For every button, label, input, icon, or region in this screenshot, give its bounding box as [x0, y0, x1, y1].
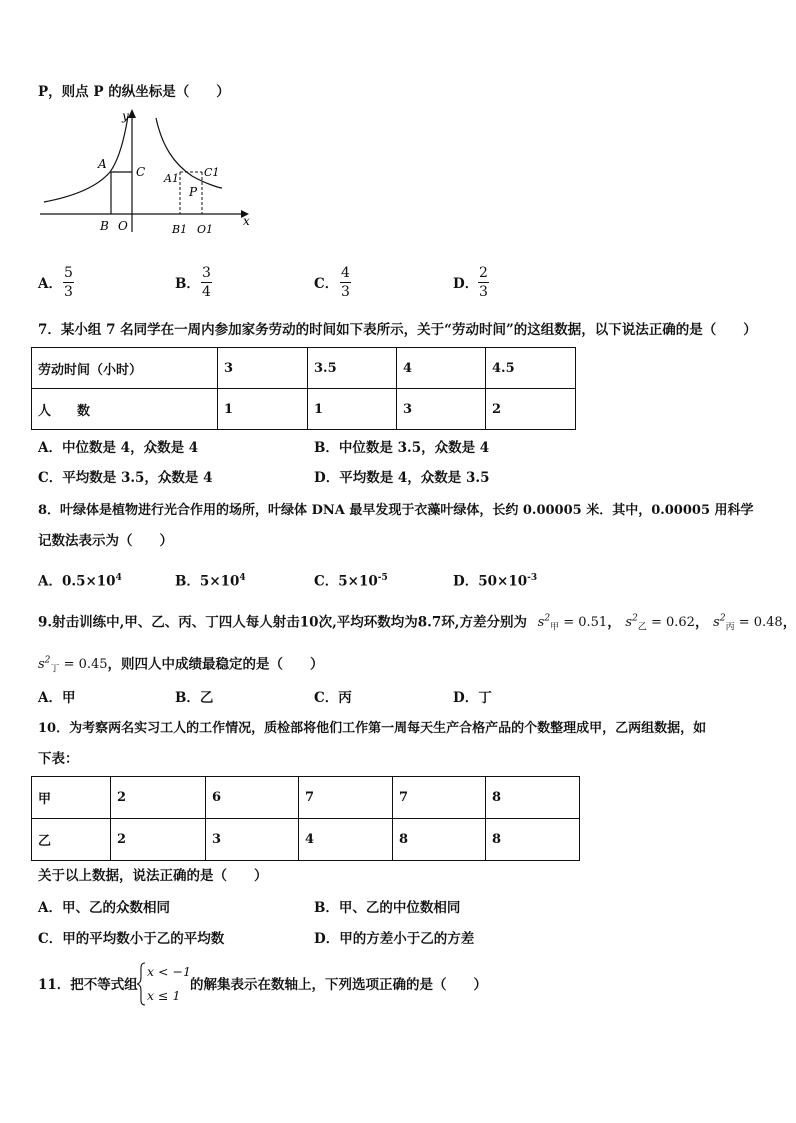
label-O: O — [118, 219, 128, 233]
table-cell: 劳动时间（小时） — [32, 348, 218, 389]
table-cell: 2 — [111, 819, 206, 861]
table-cell: 3 — [397, 389, 486, 430]
option-letter: C． — [314, 276, 339, 292]
q8-option-c[interactable] — [314, 569, 388, 591]
q10-stem-line2: 下表： — [38, 751, 79, 767]
variance-ding: $s^2_丁 = 0.45$ — [38, 656, 108, 675]
q9-option-b[interactable]: B．乙 — [175, 690, 214, 706]
q8-stem-line2: 记数法表示为（ ） — [38, 533, 173, 549]
option-base: 50×10 — [478, 573, 528, 590]
q10-option-d[interactable]: D．甲的方差小于乙的方差 — [314, 931, 475, 947]
variance-jia: $s^2_甲 = 0.51$ — [537, 614, 608, 633]
table-cell: 3.5 — [308, 348, 397, 389]
table-cell: 7 — [393, 777, 486, 819]
table-cell: 甲 — [32, 777, 111, 819]
option-exponent: -5 — [377, 573, 388, 583]
label-C: C — [136, 165, 146, 179]
q11-suffix: 的解集表示在数轴上，下列选项正确的是（ ） — [190, 977, 487, 993]
variance-bing: $s^2_丙 = 0.48$ — [713, 614, 783, 633]
q9-stem-tail: ，则四人中成绩最稳定的是（ ） — [107, 656, 324, 673]
q8-stem-line1: 8．叶绿体是植物进行光合作用的场所，叶绿体 DNA 最早发现于衣藻叶绿体，长约 0.00005 米．其中，0.00005 用科学 — [38, 503, 754, 518]
label-A: A — [98, 157, 107, 171]
option-letter: B． — [175, 573, 200, 590]
q10-option-b[interactable]: B．甲、乙的中位数相同 — [314, 900, 461, 916]
table-cell: 2 — [486, 389, 576, 430]
numerator: 4 — [341, 265, 350, 281]
option-base: 5×10 — [338, 573, 378, 590]
table-cell: 1 — [218, 389, 308, 430]
fraction — [63, 265, 74, 300]
fraction — [340, 265, 351, 300]
q10-option-c[interactable]: C．甲的平均数小于乙的平均数 — [38, 931, 225, 947]
q11-inequality-1: x < −1 — [147, 964, 191, 979]
table-cell: 7 — [299, 777, 393, 819]
numerator: 3 — [202, 265, 211, 281]
q7-option-d[interactable]: D．平均数是 4，众数是 3.5 — [314, 470, 490, 486]
denominator: 3 — [341, 284, 350, 300]
label-O1: O1 — [197, 223, 214, 236]
label-x: x — [243, 214, 250, 228]
q7-stem: 7．某小组 7 名同学在一周内参加家务劳动的时间如下表所示，关于“劳动时间”的这组数据，以下说法正确的是（ ） — [38, 322, 757, 338]
fraction — [478, 265, 489, 300]
q8-option-d[interactable] — [453, 569, 537, 591]
label-C1: C1 — [204, 166, 220, 179]
q7-table — [31, 347, 576, 430]
q8-option-b[interactable] — [175, 569, 246, 591]
variance-yi: $s^2_乙 = 0.62$ — [625, 614, 695, 633]
separator: ， — [607, 614, 621, 631]
option-letter: B． — [175, 276, 200, 292]
q9-stem-line2 — [38, 652, 324, 679]
left-curve — [44, 116, 128, 202]
denominator: 3 — [64, 284, 73, 300]
option-letter: D． — [453, 573, 479, 590]
separator: ， — [782, 614, 796, 631]
table-cell: 4 — [397, 348, 486, 389]
q6-stem: P，则点 P 的纵坐标是（ ） — [38, 84, 230, 100]
q11-prefix: 11．把不等式组 — [38, 977, 138, 993]
table-cell: 6 — [206, 777, 299, 819]
table-cell: 3 — [206, 819, 299, 861]
separator: ， — [694, 614, 709, 631]
table-cell: 4 — [299, 819, 393, 861]
q10-table — [31, 776, 580, 861]
table-cell: 8 — [486, 819, 580, 861]
option-exponent: 4 — [239, 573, 246, 583]
label-P: P — [189, 185, 198, 199]
option-base: 0.5×10 — [61, 573, 116, 590]
table-cell: 乙 — [32, 819, 111, 861]
q9-option-d[interactable]: D．丁 — [453, 690, 492, 706]
q8-option-a[interactable] — [38, 569, 122, 591]
table-cell: 8 — [393, 819, 486, 861]
q7-option-c[interactable]: C．平均数是 3.5，众数是 4 — [38, 470, 213, 486]
option-exponent: -3 — [527, 573, 538, 583]
option-base: 5×10 — [199, 573, 240, 590]
q9-stem-text: 9.射击训练中,甲、乙、丙、丁四人每人射击10次,平均环数均为8.7环,方差分别为 — [38, 614, 527, 631]
q10-question: 关于以上数据，说法正确的是（ ） — [38, 868, 268, 884]
fraction — [201, 265, 212, 300]
table-cell: 人 数 — [32, 389, 218, 430]
q10-option-a[interactable]: A．甲、乙的众数相同 — [38, 900, 170, 916]
q10-stem-line1: 10．为考察两名实习工人的工作情况，质检部将他们工作第一周每天生产合格产品的个数整理成甲，乙两组数据，如 — [38, 721, 707, 736]
label-y: y — [122, 109, 129, 123]
denominator: 4 — [202, 284, 211, 300]
label-B: B — [100, 219, 109, 233]
y-axis-arrow — [128, 109, 136, 118]
table-cell: 3 — [218, 348, 308, 389]
label-B1: B1 — [172, 223, 188, 236]
option-exponent: 4 — [115, 573, 122, 583]
table-cell: 2 — [111, 777, 206, 819]
table-cell: 1 — [308, 389, 397, 430]
denominator: 3 — [479, 284, 488, 300]
table-cell: 4.5 — [486, 348, 576, 389]
option-letter: C． — [314, 573, 339, 590]
label-A1: A1 — [164, 172, 179, 185]
option-letter: D． — [453, 276, 479, 292]
q9-stem-line1 — [38, 610, 796, 637]
q7-option-a[interactable]: A．中位数是 4，众数是 4 — [38, 440, 199, 456]
q11-inequality-2: x ≤ 1 — [147, 988, 181, 1003]
q9-option-c[interactable]: C．丙 — [314, 690, 352, 706]
table-cell: 8 — [486, 777, 580, 819]
option-letter: A． — [38, 573, 62, 590]
q7-option-b[interactable]: B．中位数是 3.5，众数是 4 — [314, 440, 490, 456]
left-brace — [136, 962, 146, 1006]
numerator: 2 — [479, 265, 488, 281]
option-letter: A． — [38, 276, 62, 292]
q6-figure — [36, 106, 256, 238]
q9-option-a[interactable]: A．甲 — [38, 690, 76, 706]
numerator: 5 — [64, 265, 73, 281]
